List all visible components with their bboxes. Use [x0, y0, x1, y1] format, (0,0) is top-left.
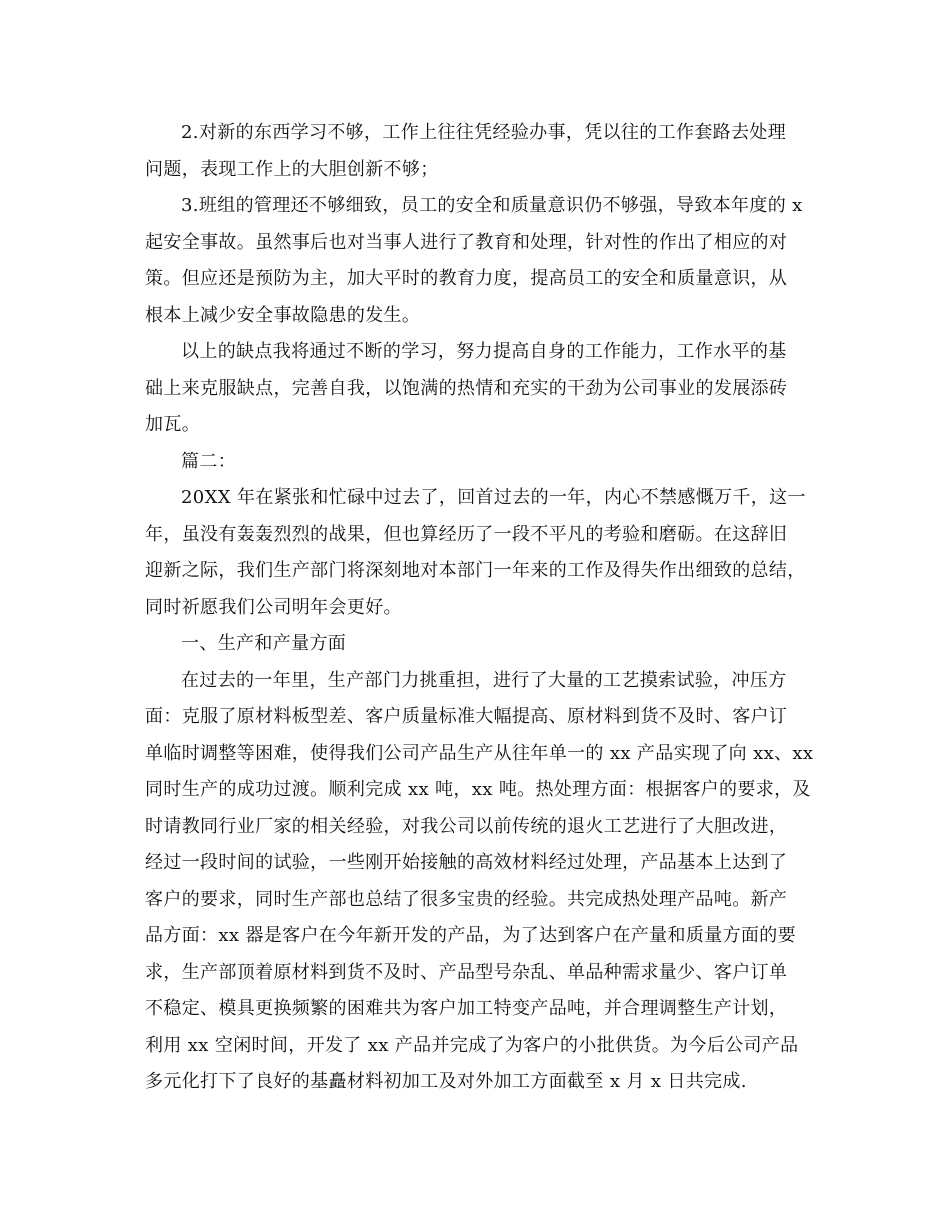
text-line: 面：克服了原材料板型差、客户质量标准大幅提高、原材料到货不及时、客户订: [145, 706, 788, 727]
text-line: 3.班组的管理还不够细致，员工的安全和质量意识仍不够强，导致本年度的 x: [181, 195, 803, 216]
text-line: 策。但应还是预防为主，加大平时的教育力度，提高员工的安全和质量意识，从: [145, 268, 788, 289]
text-line: 年，虽没有轰轰烈烈的战果，但也算经历了一段不平凡的考验和磨砺。在这辞旧: [145, 523, 788, 545]
text-line: 迎新之际，我们生产部门将深刻地对本部门一年来的工作及得失作出细致的总结，: [145, 560, 806, 581]
text-line: 时请教同行业厂家的相关经验，对我公司以前传统的退火工艺进行了大胆改进，: [145, 815, 788, 837]
text-line: 在过去的一年里，生产部门力挑重担，进行了大量的工艺摸索试验，冲压方: [181, 669, 787, 691]
text-line: 求，生产部顶着原材料到货不及时、产品型号杂乱、单品种需求量少、客户订单: [145, 961, 788, 983]
text-line: 篇二：: [181, 450, 237, 472]
text-line: 起安全事故。虽然事后也对当事人进行了教育和处理，针对性的作出了相应的对: [145, 231, 788, 253]
text-line: 根本上减少安全事故隐患的发生。: [145, 304, 421, 326]
text-line: 品方面：xx 器是客户在今年新开发的产品，为了达到客户在产量和质量方面的要: [145, 925, 796, 946]
text-line: 利用 xx 空闲时间，开发了 xx 产品并完成了为客户的小批供货。为今后公司产品: [145, 1034, 799, 1056]
text-line: 加瓦。: [145, 414, 201, 435]
text-line: 同时祈愿我们公司明年会更好。: [145, 596, 402, 618]
text-line: 多元化打下了良好的基矗材料初加工及对外加工方面截至 x 月 x 日共完成.: [145, 1071, 747, 1092]
paragraph-shortcoming-3: [145, 188, 812, 334]
text-line: 一、生产和产量方面: [181, 633, 347, 654]
paragraph-production: [145, 663, 812, 1101]
paragraph-shortcoming-2: [145, 115, 812, 188]
text-line: 不稳定、模具更换频繁的困难共为客户加工特变产品吨，并合理调整生产计划，: [145, 998, 788, 1019]
text-line: 经过一段时间的试验，一些刚开始接触的高效材料经过处理，产品基本上达到了: [145, 852, 788, 873]
text-line: 同时生产的成功过渡。顺利完成 xx 吨，xx 吨。热处理方面：根据客户的要求，及: [145, 779, 811, 800]
text-line: 2.对新的东西学习不够，工作上往往凭经验办事，凭以往的工作套路去处理: [181, 122, 787, 143]
text-line: 20XX 年在紧张和忙碌中过去了，回首过去的一年，内心不禁感慨万千，这一: [181, 487, 806, 508]
document-body: [145, 115, 812, 1101]
text-line: 础上来克服缺点，完善自我，以饱满的热情和充实的干劲为公司事业的发展添砖: [145, 377, 788, 399]
text-line: 问题，表现工作上的大胆创新不够；: [145, 158, 439, 180]
text-line: 客户的要求，同时生产部也总结了很多宝贵的经验。共完成热处理产品吨。新产: [145, 888, 788, 910]
paragraph-intro: [145, 480, 812, 626]
paragraph-conclusion: [145, 334, 812, 444]
section-heading-production: [145, 626, 812, 663]
text-line: 以上的缺点我将通过不断的学习，努力提高自身的工作能力，工作水平的基: [181, 341, 787, 362]
text-line: 单临时调整等困难，使得我们公司产品生产从往年单一的 xx 产品实现了向 xx、xx: [145, 742, 814, 764]
section-heading-part-two: [145, 444, 812, 481]
